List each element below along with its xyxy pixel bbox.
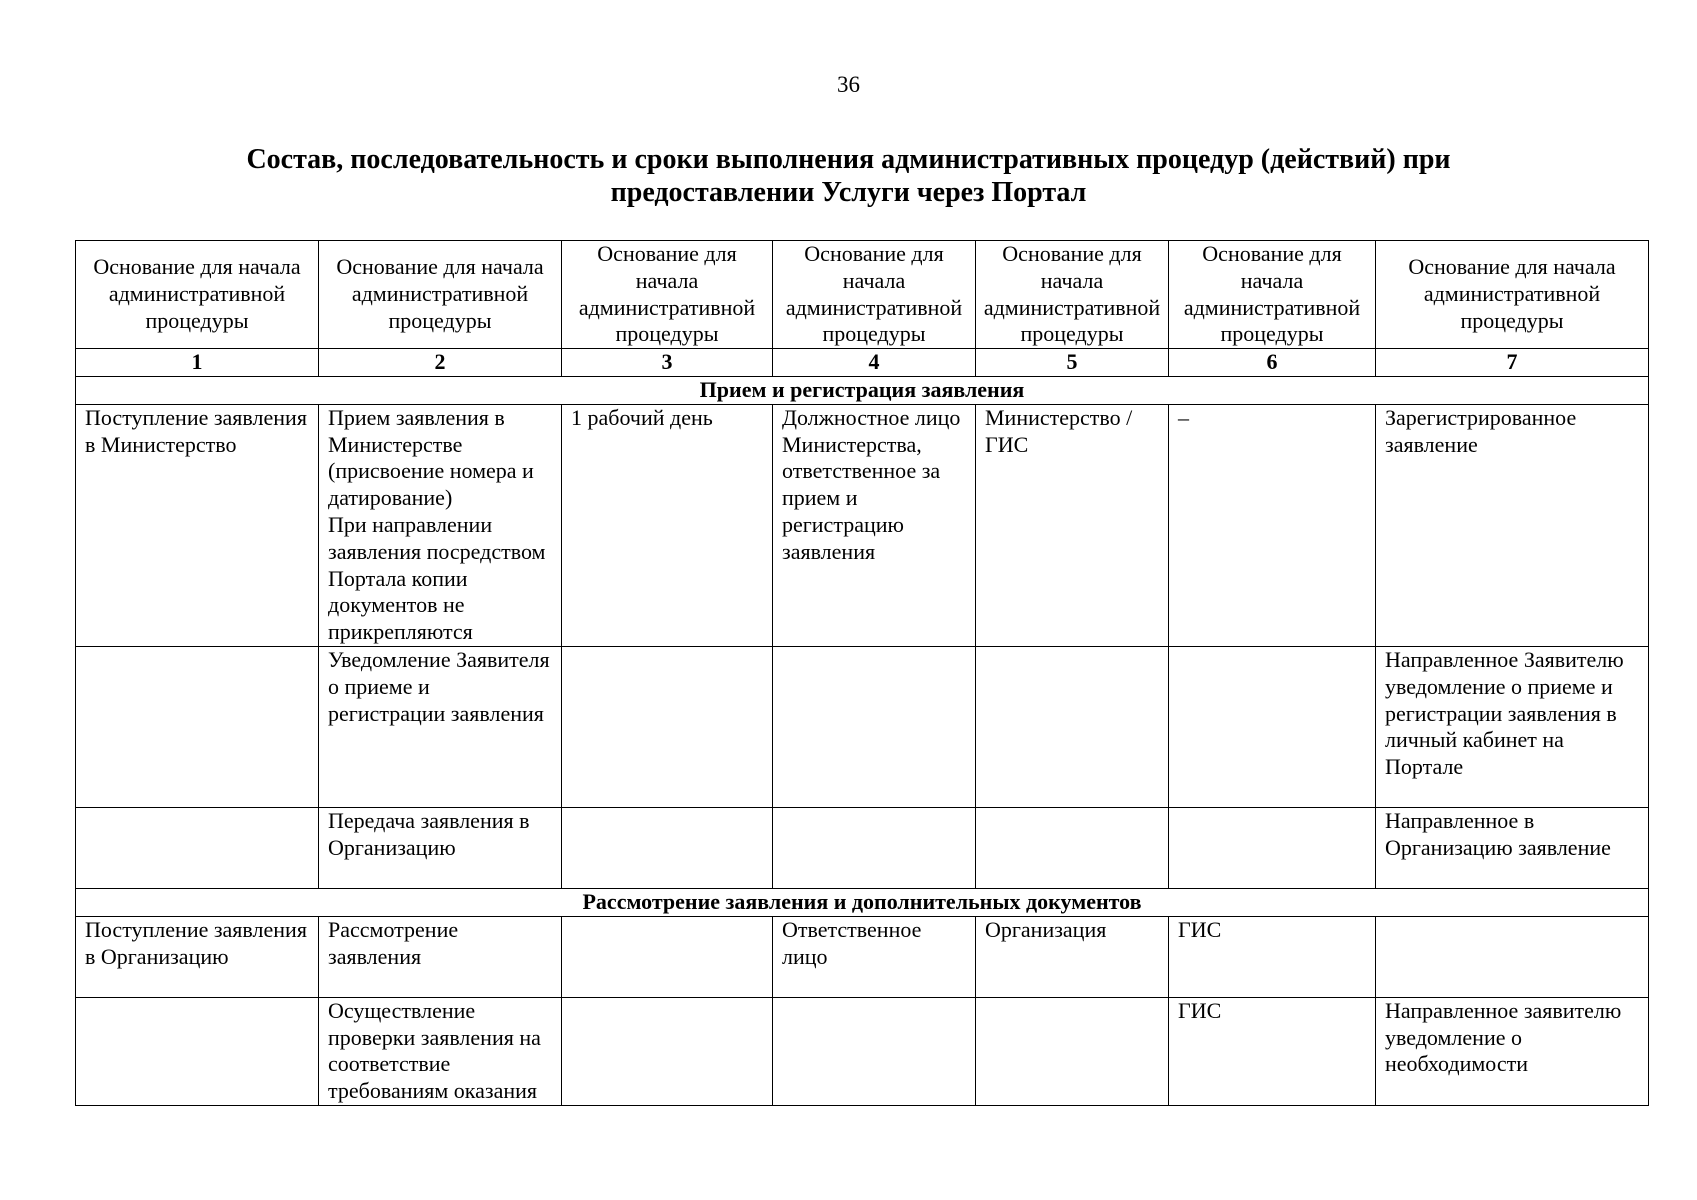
column-number: 2	[319, 349, 562, 377]
procedures-table	[75, 240, 1649, 1106]
table-cell: –	[1169, 404, 1376, 646]
table-cell: Организация	[976, 916, 1169, 997]
table-row	[76, 807, 1649, 888]
table-cell: Поступление заявления в Организацию	[76, 916, 319, 997]
table-cell	[1376, 916, 1649, 997]
column-number-row	[76, 349, 1649, 377]
table-cell: Рассмотрение заявления	[319, 916, 562, 997]
table-cell: Направленное Заявителю уведомление о приеме и регистрации заявления в личный кабинет на Портале	[1376, 646, 1649, 807]
column-number: 1	[76, 349, 319, 377]
table-cell	[976, 807, 1169, 888]
page-number: 36	[837, 72, 860, 97]
column-number: 4	[773, 349, 976, 377]
section-row	[76, 376, 1649, 404]
table-cell: Передача заявления в Организацию	[319, 807, 562, 888]
table-cell	[773, 807, 976, 888]
table-cell: 1 рабочий день	[562, 404, 773, 646]
table-row	[76, 997, 1649, 1105]
table-cell: Министерство /ГИС	[976, 404, 1169, 646]
table-cell	[1169, 646, 1376, 807]
header-cell: Основание для начала административной процедуры	[773, 241, 976, 349]
header-cell: Основание для начала административной процедуры	[976, 241, 1169, 349]
table-cell: Зарегистрированное заявление	[1376, 404, 1649, 646]
header-cell: Основание для начала административной процедуры	[76, 241, 319, 349]
table-cell	[76, 997, 319, 1105]
table-cell	[76, 646, 319, 807]
table-cell: Должностное лицо Министерства, ответственное за прием и регистрацию заявления	[773, 404, 976, 646]
header-cell: Основание для начала административной процедуры	[319, 241, 562, 349]
table-cell	[976, 646, 1169, 807]
table-cell: ГИС	[1169, 916, 1376, 997]
column-number: 3	[562, 349, 773, 377]
table-cell	[562, 916, 773, 997]
table-cell: Поступление заявления в Министерство	[76, 404, 319, 646]
table-cell	[773, 646, 976, 807]
table-cell: Направленное заявителю уведомление о необходимости	[1376, 997, 1649, 1105]
column-number: 6	[1169, 349, 1376, 377]
header-cell: Основание для начала административной процедуры	[1376, 241, 1649, 349]
table-header-row	[76, 241, 1649, 349]
table-cell	[773, 997, 976, 1105]
table-cell: Прием заявления в Министерстве (присвоение номера и датирование) При направлении заявления посредством Портала копии документов не прикрепляются	[319, 404, 562, 646]
table-cell	[562, 646, 773, 807]
table-cell	[562, 997, 773, 1105]
table-cell: Уведомление Заявителя о приеме и регистрации заявления	[319, 646, 562, 807]
table-row	[76, 646, 1649, 807]
table-cell: Направленное в Организацию заявление	[1376, 807, 1649, 888]
table-cell	[562, 807, 773, 888]
header-cell: Основание для начала административной процедуры	[1169, 241, 1376, 349]
column-number: 7	[1376, 349, 1649, 377]
table-row	[76, 916, 1649, 997]
header-cell: Основание для начала административной процедуры	[562, 241, 773, 349]
section-row	[76, 888, 1649, 916]
table-cell: Осуществление проверки заявления на соответствие требованиям оказания	[319, 997, 562, 1105]
table-cell: ГИС	[1169, 997, 1376, 1105]
section-title: Прием и регистрация заявления	[76, 376, 1649, 404]
table-row	[76, 404, 1649, 646]
column-number: 5	[976, 349, 1169, 377]
table-cell	[976, 997, 1169, 1105]
document-title: Состав, последовательность и сроки выполнения административных процедур (действий) при предоставлении Услуги через Портал	[246, 144, 1451, 208]
table-cell: Ответственное лицо	[773, 916, 976, 997]
section-title: Рассмотрение заявления и дополнительных документов	[76, 888, 1649, 916]
table-cell	[76, 807, 319, 888]
table-cell	[1169, 807, 1376, 888]
